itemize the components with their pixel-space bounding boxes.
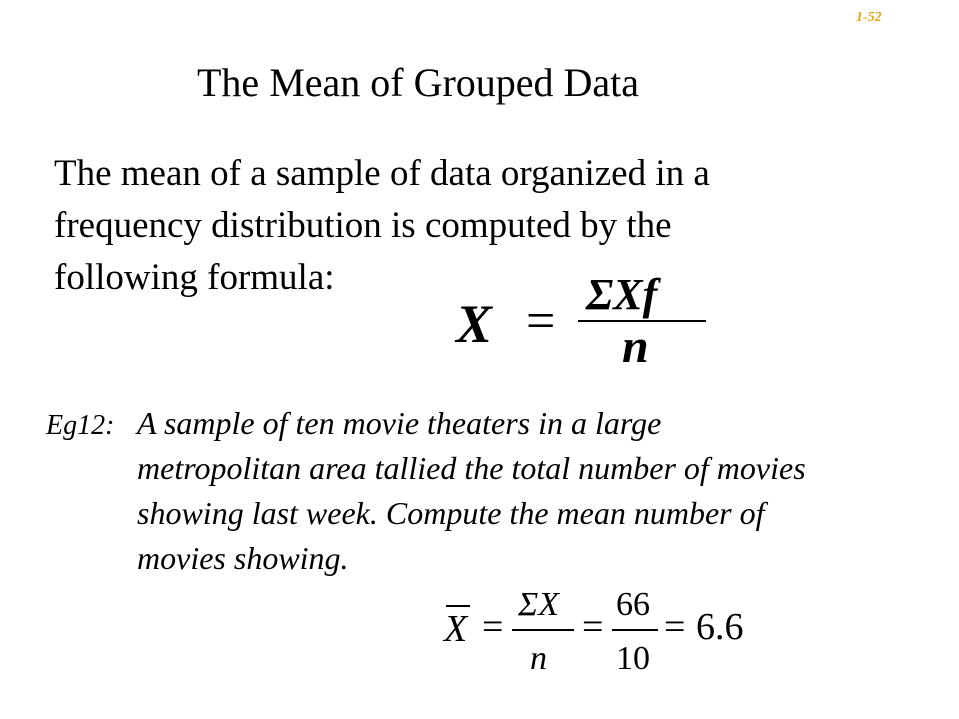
grouped-mean-formula xyxy=(452,272,722,372)
formula-equals: = xyxy=(526,293,556,350)
slide-number: 1-52 xyxy=(856,10,882,25)
example-line: A sample of ten movie theaters in a large xyxy=(137,405,662,441)
formula-numerator: ΣXf xyxy=(586,270,658,319)
intro-line: The mean of a sample of data organized in a xyxy=(54,153,710,194)
page-title: The Mean of Grouped Data xyxy=(197,60,640,105)
fraction-bar xyxy=(612,629,658,631)
example-line: metropolitan area tallied the total number of movies xyxy=(137,450,806,486)
formula-denominator: n xyxy=(622,320,649,373)
solution-denominator-value: 10 xyxy=(616,640,650,677)
solution-result: 6.6 xyxy=(696,606,744,648)
solution-numerator-value: 66 xyxy=(616,586,650,623)
example-line: showing last week. Compute the mean number of xyxy=(137,495,765,531)
solution-lhs: X xyxy=(444,608,468,650)
intro-line: frequency distribution is computed by the xyxy=(54,205,672,246)
solution-equals: = xyxy=(482,606,504,648)
example-solution-formula xyxy=(440,583,760,683)
example-label: Eg12: xyxy=(46,410,115,441)
fraction-bar xyxy=(512,629,574,631)
solution-numerator-symbolic: ΣX xyxy=(518,586,559,623)
solution-equals: = xyxy=(582,606,604,648)
example-line: movies showing. xyxy=(137,540,349,576)
intro-line: following formula: xyxy=(54,257,335,298)
example-paragraph xyxy=(137,401,806,581)
solution-equals: = xyxy=(664,606,686,648)
formula-lhs: X xyxy=(456,294,493,354)
solution-denominator-symbolic: n xyxy=(530,640,547,677)
